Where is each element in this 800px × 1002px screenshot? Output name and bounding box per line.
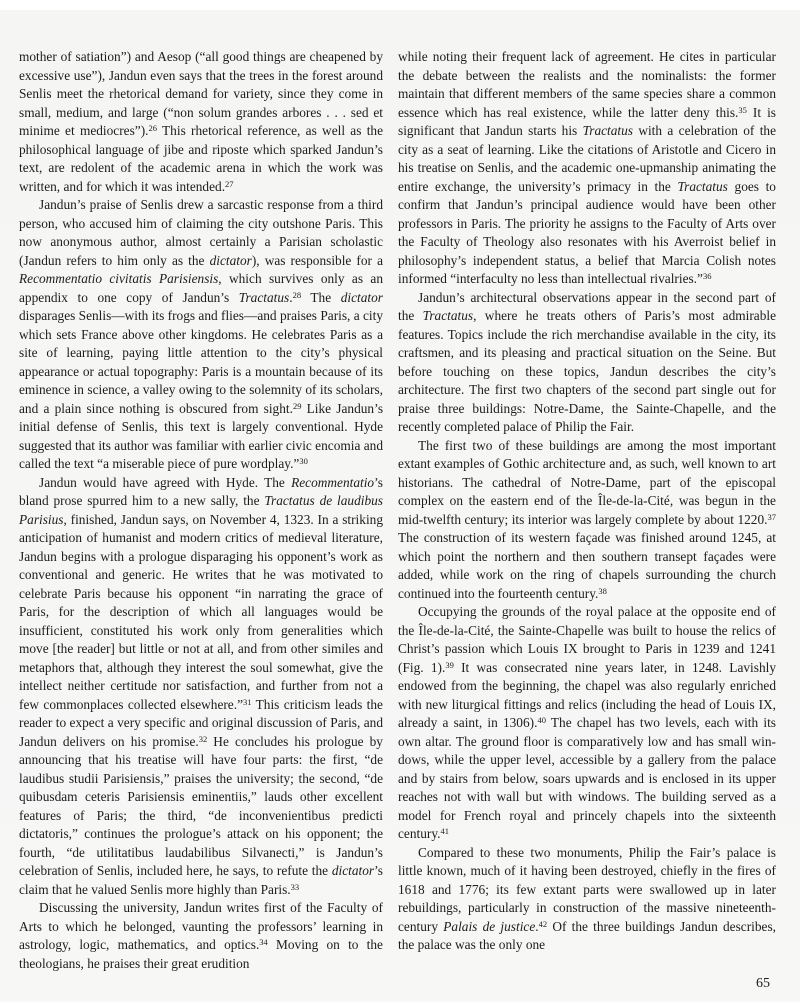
paragraph <box>19 899 383 973</box>
text-run: . <box>535 918 539 934</box>
footnote-ref: 34 <box>259 937 268 947</box>
footnote-ref: 35 <box>738 104 747 115</box>
text-run: The construction of its western façade was finished around 1245, at which point the northern and then southern transept façades were added, while work on the ring of chapels surrounding the church continued into the fourteenth century. <box>398 530 776 601</box>
footnote-ref: 39 <box>445 659 454 670</box>
footnote-ref: 36 <box>702 271 712 281</box>
text-run: Moving on to the theologians, he praises their great erudition <box>19 937 383 971</box>
paragraph <box>19 474 383 900</box>
italic-text: Palais de justice <box>443 918 536 934</box>
footnote-ref: 29 <box>292 400 302 411</box>
paragraph <box>19 48 383 196</box>
italic-text: Tractatus <box>677 178 728 194</box>
text-run: mother of satiation”) and Aesop (“all good things are cheapened by excessive use”), Jandun even says that the trees in the forest around Senlis meet the rhetorical demand for variety, since they come in small, medium, and large (“non solum grandes arbores . . . sed et minime et mediocres”). <box>19 49 383 138</box>
text-run: The chapel has two levels, each with its own altar. The ground floor is comparatively low and has small windows, while the upper level, accessible by a gallery from the palace and by stairs from below, soars upwards and is enclosed in its upper reaches not with wall but with windows. The building served as a model for French royal and princely chapels into the sixteenth century. <box>398 715 777 841</box>
text-run: with a celebration of the city as a seat of learning. Like the citations of Aristotle and Cicero in his treatise on Senlis, and the academic one-upmanship animating the entire exchange, the university’s primacy in the <box>398 123 777 194</box>
italic-text: Tractatus <box>582 123 633 138</box>
paragraph <box>398 844 776 955</box>
text-run: The first two of these buildings are among the most important extant examples of Gothic architecture and, as such, well known to art historians. The cathedral of Notre-Dame, part of the episcopal complex on the eastern end of the Île-de-la-Cité, was begun in the mid-twelfth century; its interior was largely complete by about 1220. <box>398 437 776 527</box>
right-column <box>398 48 776 955</box>
italic-text: Tractatus <box>422 308 474 323</box>
text-run: ’s claim that he valued Senlis more highly than Paris. <box>19 863 383 897</box>
text-run: goes to confirm that Jandun’s principal audience would have been other professors in Paris. The priority he assigns to the Faculty of Arts over the Faculty of Theology also resonates with his Averroist belief in philosophy’s independent status, a belief that Marcia Colish notes informed “interfaculty no less than intellectual rivalries.” <box>398 178 776 286</box>
footnote-ref: 27 <box>225 178 234 189</box>
text-run: . <box>289 289 293 305</box>
text-run: Of the three buildings Jandun describes, the palace was the only one <box>398 918 776 952</box>
text-run: Jandun would have agreed with Hyde. The <box>39 474 292 490</box>
paragraph <box>398 603 776 844</box>
italic-text: Recommentatio civitatis Parisiensis <box>19 271 219 286</box>
page-number: 65 <box>756 976 770 991</box>
footnote-ref: 40 <box>537 715 546 725</box>
text-run: disparages Senlis—with its frogs and flies—and praises Paris, a city which sets France above other kingdoms. He celebrates Paris as a site of learning, paying little attention to the city’s physical appearance or actual topography: Paris is a mountain because of its eminence in science, a valley owing to the solemnity of its scholars, and a plain since nothing is obscured from sight. <box>19 308 383 416</box>
left-column <box>19 48 383 973</box>
text-run: ), was responsible for a <box>251 252 383 268</box>
footnote-ref: 38 <box>598 585 607 596</box>
text-run: It was consecrated nine years later, in 1248. Lavishly endowed from the beginning, the chapel was also regularly enriched with new liturgical fittings and relics (including the head of Louis IX, already a saint, in 1306). <box>398 659 776 730</box>
footnote-ref: 41 <box>440 826 449 836</box>
footnote-ref: 31 <box>243 696 252 707</box>
text-run: Occupying the grounds of the royal palace at the opposite end of the Île-de-la-Cité, the Sainte-Chapelle was built to house the relics of Christ’s passion which Louis IX brought to Paris in 1239 and 1241 (Fig. 1). <box>398 604 776 675</box>
italic-text: Tractatus <box>238 289 290 305</box>
book-page <box>0 10 800 1002</box>
text-run: This rhetorical reference, as well as the philosophical language of jibe and riposte which sparked Jandun’s text, are redolent of the academic arena in which the work was written, and for which it was intended. <box>19 123 383 194</box>
text-run: This criticism leads the reader to expect a very specific and original discussion of Paris, and Jandun delivers on his promise. <box>19 696 383 749</box>
text-run: Jandun’s praise of Senlis drew a sarcastic response from a third person, who accused him of claiming the city outshone Paris. This now anonymous author, almost certainly a Parisian scholastic (Jandun refers to him only as the <box>19 197 383 268</box>
text-run: Discussing the university, Jandun writes first of the Faculty of Arts to which he belonged, vaunting the professors’ learning in astrology, logic, mathematics, and optics. <box>19 900 383 952</box>
paragraph <box>19 196 383 474</box>
footnote-ref: 37 <box>767 511 776 522</box>
paragraph <box>398 289 776 437</box>
footnote-ref: 42 <box>538 918 548 929</box>
italic-text: Tractatus de laudibus Parisius <box>19 493 383 527</box>
text-run: Like Jandun’s initial defense of Senlis, this text is largely conventional. Hyde suggested that its author was familiar with earlier civic encomia and called the text “a miserable piece of pure wordplay.” <box>19 400 384 471</box>
text-run: , which survives only as an appendix to one copy of Jandun’s <box>19 271 383 305</box>
text-run: It is significant that Jandun starts his <box>398 104 776 138</box>
text-run: Jandun’s architectural observations appear in the second part of the <box>398 289 776 323</box>
text-run: Compared to these two monuments, Philip the Fair’s palace is little known, much of it having been destroyed, chiefly in the fires of 1618 and 1776; its few extant parts were swallowed up in later rebuildings, particularly in construction of the massive nineteenth-century <box>398 844 776 934</box>
italic-text: Recommentatio <box>291 474 375 490</box>
text-run: , where he treats others of Paris’s most admirable features. Topics include the rich merchandise available in the city, its craftsmen, and its pleasing and practical situation on the Seine. But before touching on these topics, Jandun describes the city’s architecture. The first two chapters of the second part single out for praise three buildings: Notre-Dame, the Sainte-Chapelle, and the recently completed palace of Philip the Fair. <box>398 308 777 434</box>
footnote-ref: 33 <box>290 881 300 892</box>
italic-text: dictator <box>209 252 252 268</box>
footnote-ref: 26 <box>148 123 157 133</box>
italic-text: dictator <box>340 289 383 305</box>
paragraph <box>398 48 776 289</box>
text-run: The <box>301 289 341 305</box>
text-run: while noting their frequent lack of agreement. He cites in particular the debate between the realists and the nominalists: the former maintain that different members of the same species share a common essence which has real existence, while the latter deny this. <box>398 49 776 120</box>
paragraph <box>398 437 776 604</box>
text-run: He concludes his prologue by announcing that his treatise will have four parts: the first, “de laudibus studii Parisiensis,” praises the university; the second, “de quibusdam ceteris Parisiensis eminentiis,” lauds other excellent features of Paris; the third, “de inconvenientibus predicti dictatoris,” continues the prologue’s attack on his opponent; the fourth, “de utilitatibus laudabilibus Silvanecti,” is Jandun’s celebration of Senlis, included here, he says, to refute the <box>19 733 383 878</box>
footnote-ref: 28 <box>292 289 302 300</box>
italic-text: dictator <box>331 863 375 878</box>
text-run: , finished, Jandun says, on November 4, 1323. In a striking anticipation of humanist and modern critics of medieval literature, Jandun begins with a prologue disparaging his opponent’s work as conventional and generic. He writes that he was motivated to celebrate Paris because his opponent “in narrating the grace of Paris, for the description of which all languages would be insufficient, constituted his work only from generalities which move [the reader] but little or not at all, and from other similes and metaphors that, although they interest the soul somewhat, give the intellect neither certitude nor satisfaction, and further from not a few commonplaces collected elsewhere.” <box>19 511 383 712</box>
footnote-ref: 30 <box>299 456 308 466</box>
text-run: ’s bland prose spurred him to a new sally, the <box>19 474 383 508</box>
footnote-ref: 32 <box>198 733 208 744</box>
